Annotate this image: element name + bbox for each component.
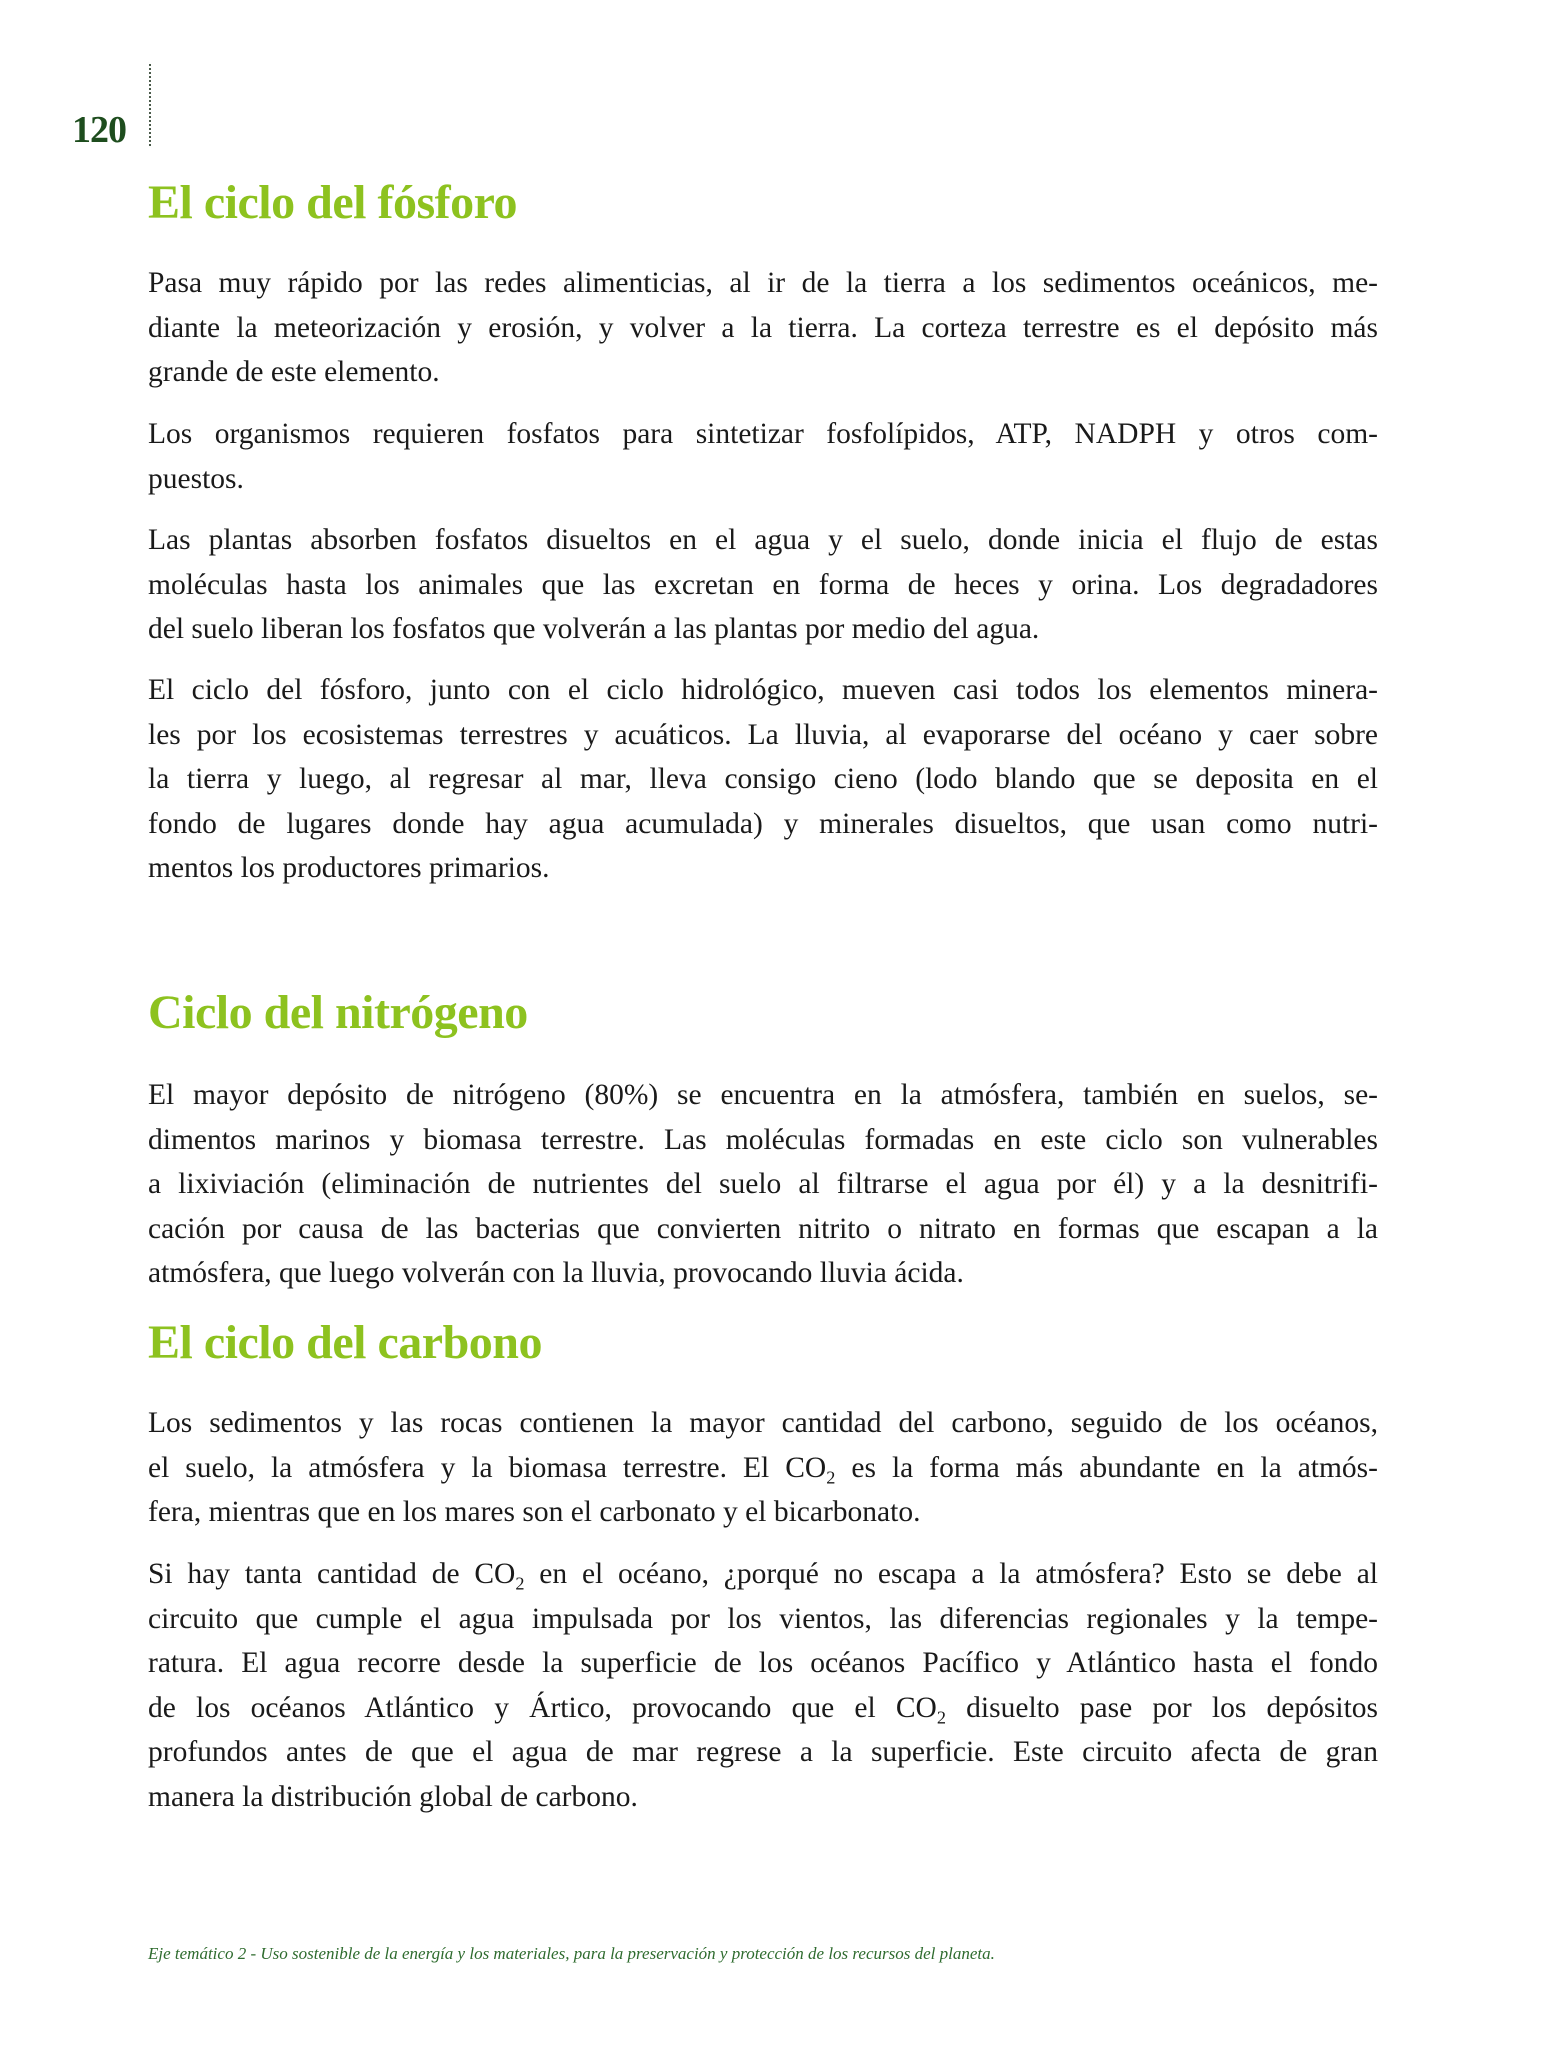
text-line: circuito que cumple el agua impulsada por los vientos, las diferencias regionales y la tempe- — [148, 1602, 1378, 1635]
text-line: el suelo, la atmósfera y la biomasa terrestre. El $CO_2$ es la forma más abundante en la atmós- — [148, 1451, 1378, 1487]
section-heading-carbon: El ciclo del carbono — [148, 1316, 542, 1369]
text-line: ratura. El agua recorre desde la superficie de los océanos Pacífico y Atlántico hasta el fondo — [148, 1647, 1378, 1679]
subscript-2: 2 — [515, 1573, 525, 1594]
text-line: de los océanos Atlántico y Ártico, provocando que el $CO_2$ disuelto pase por los depósitos — [148, 1691, 1379, 1727]
text-line: El ciclo del fósforo, junto con el ciclo hidrológico, mueven casi todos los elementos minera- — [148, 674, 1378, 706]
text-line: dimentos marinos y biomasa terrestre. Las moléculas formadas en este ciclo son vulnerables — [148, 1123, 1378, 1156]
text-line: mentos los productores primarios. — [148, 852, 550, 884]
page-number: 120 — [72, 109, 126, 151]
paragraph-phosphorus-1 — [148, 261, 1378, 395]
text-line: fondo de lugares donde hay agua acumulada) y minerales disueltos, que usan como nutri- — [148, 807, 1378, 840]
text-line: les por los ecosistemas terrestres y acuáticos. La lluvia, al evaporarse del océano y caer sobre — [148, 718, 1378, 751]
paragraph-carbon-2 — [148, 1552, 1378, 1819]
text-line: diante la meteorización y erosión, y volver a la tierra. La corteza terrestre es el depósito más — [148, 311, 1378, 344]
text-line: profundos antes de que el agua de mar regrese a la superficie. Este circuito afecta de gran — [148, 1736, 1378, 1768]
page-number-divider — [149, 64, 151, 146]
text-line: cación por causa de las bacterias que convierten nitrito o nitrato en formas que escapan a la — [148, 1212, 1378, 1245]
page-footer: Eje temático 2 - Uso sostenible de la energía y los materiales, para la preservación y protección de los recursos del planeta. — [148, 1944, 995, 1963]
text-line: a lixiviación (eliminación de nutrientes del suelo al filtrarse el agua por él) y a la desnitrifi- — [148, 1168, 1378, 1200]
text-line: Pasa muy rápido por las redes alimenticias, al ir de la tierra a los sedimentos oceánicos, me- — [148, 267, 1378, 299]
text-line: moléculas hasta los animales que las excretan en forma de heces y orina. Los degradadores — [148, 568, 1378, 601]
paragraph-phosphorus-3 — [148, 518, 1378, 652]
text-line: Los sedimentos y las rocas contienen la mayor cantidad del carbono, seguido de los océanos, — [148, 1407, 1378, 1439]
paragraph-phosphorus-4 — [148, 668, 1378, 891]
text-line: El mayor depósito de nitrógeno (80%) se encuentra en la atmósfera, también en suelos, se- — [148, 1079, 1378, 1111]
paragraph-carbon-1 — [148, 1401, 1378, 1535]
paragraph-nitrogen-1 — [148, 1073, 1378, 1296]
text-line: del suelo liberan los fosfatos que volverán a las plantas por medio del agua. — [148, 613, 1040, 645]
text-line: grande de este elemento. — [148, 356, 440, 388]
text-line: manera la distribución global de carbono. — [148, 1780, 638, 1813]
paragraph-phosphorus-2 — [148, 412, 1378, 501]
section-heading-nitrogen: Ciclo del nitrógeno — [148, 986, 528, 1039]
text-line: la tierra y luego, al regresar al mar, lleva consigo cieno (lodo blando que se deposita en el — [148, 763, 1378, 795]
text-line: Las plantas absorben fosfatos disueltos en el agua y el suelo, donde inicia el flujo de estas — [148, 524, 1378, 556]
text-line: Si hay tanta cantidad de $CO_2$ en el océano, ¿porqué no escapa a la atmósfera? Esto se debe al — [148, 1558, 1378, 1594]
text-line: fera, mientras que en los mares son el carbonato y el bicarbonato. — [148, 1496, 921, 1528]
text-line: atmósfera, que luego volverán con la lluvia, provocando lluvia ácida. — [148, 1257, 964, 1289]
text-line: Los organismos requieren fosfatos para sintetizar fosfolípidos, ATP, NADPH y otros com- — [148, 418, 1378, 450]
section-heading-phosphorus: El ciclo del fósforo — [148, 176, 518, 229]
subscript-2: 2 — [826, 1466, 836, 1487]
text-line: puestos. — [148, 462, 244, 495]
subscript-2: 2 — [936, 1706, 946, 1727]
